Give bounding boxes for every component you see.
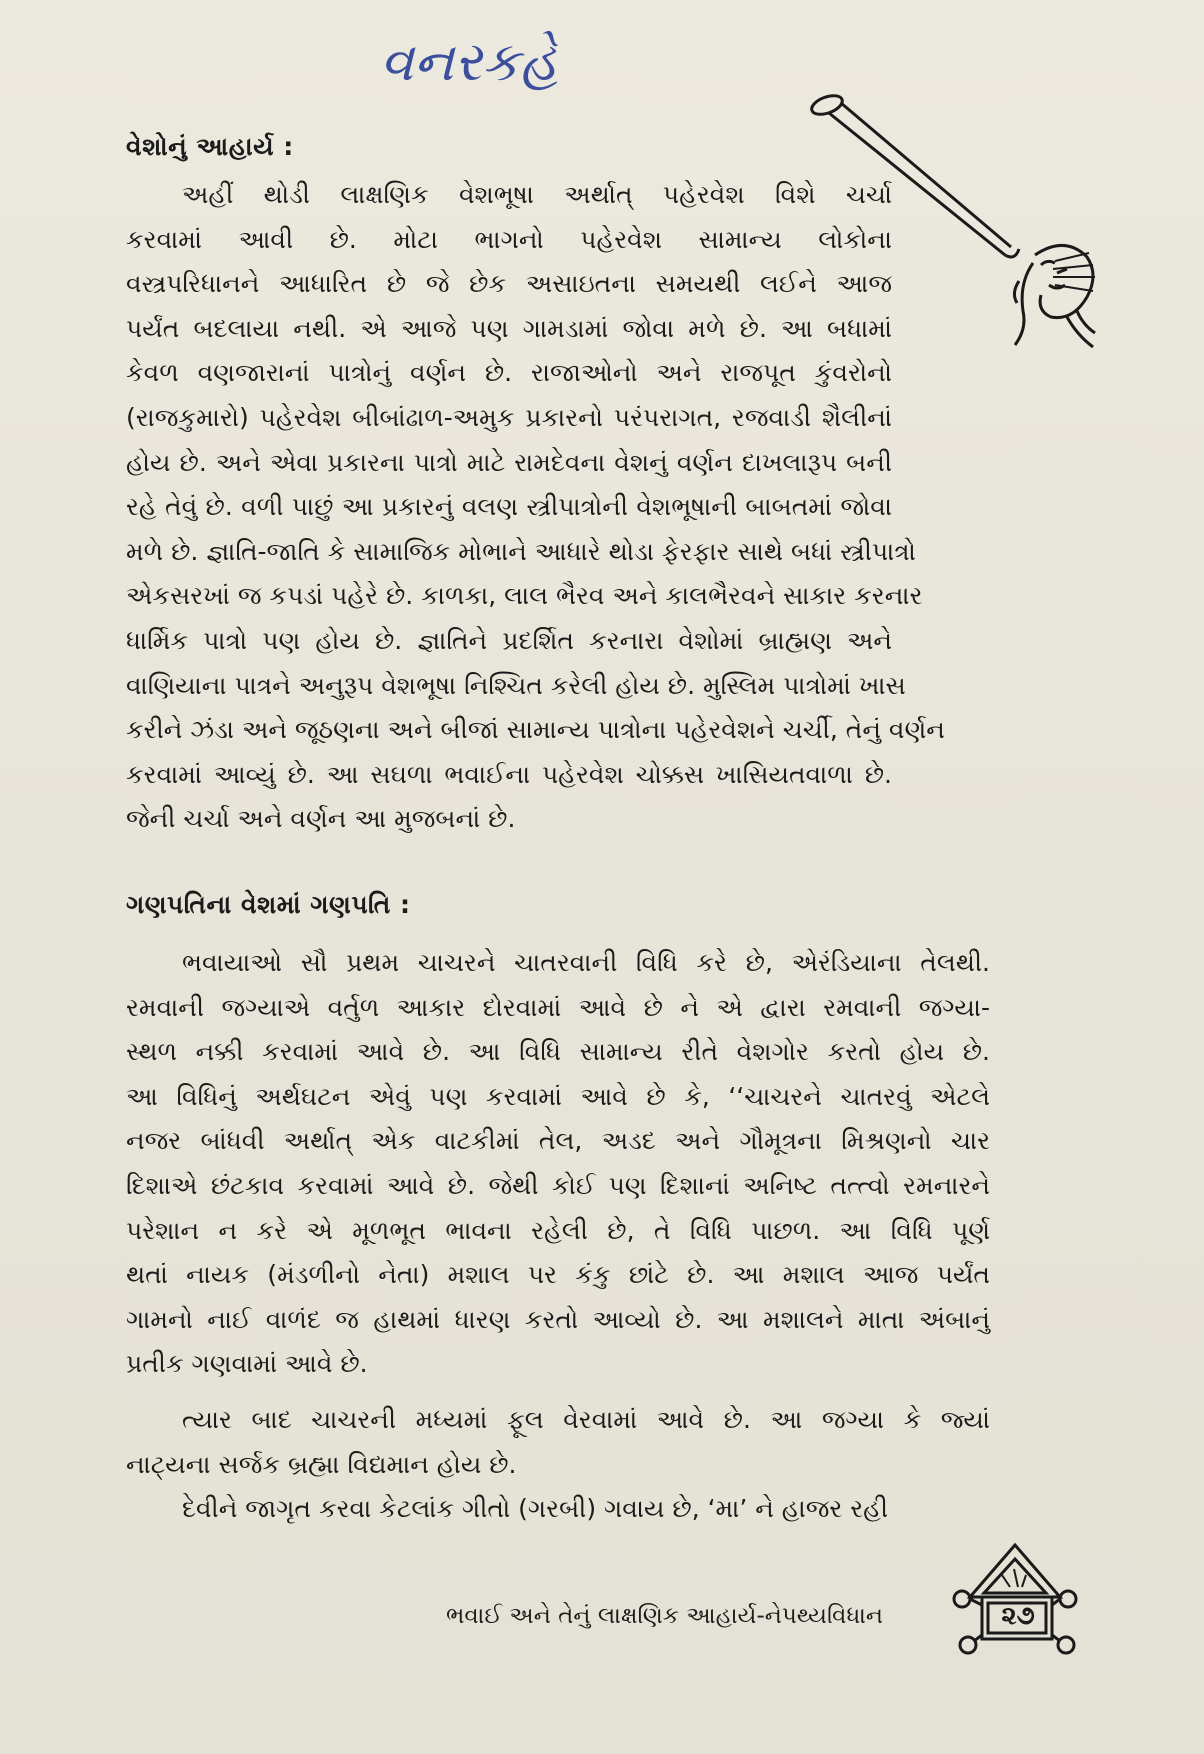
text-line: કેવળ વણજારાનાં પાત્રોનું વર્ણન છે. રાજાઓનો અને રાજપૂત કુંવરોનો [126,358,892,388]
text-line: (રાજકુમારો) પહેરવેશ બીબાંઢાળ-અમુક પ્રકારનો પરંપરાગત, રજવાડી શૈલીનાં [126,402,892,432]
text-line: વસ્ત્રપરિધાનને આધારિત છે જે છેક અસાઇતના સમયથી લઈને આજ [126,269,892,299]
text-line: આ વિધિનું અર્થઘટન એવું પણ કરવામાં આવે છે કે, ‘‘ચાચરને ચાતરવું એટલે [126,1081,990,1111]
text-line: નજર બાંધવી અર્થાત્ એક વાટકીમાં તેલ, અડદ અને ગૌમૂત્રના મિશ્રણનો ચાર [126,1126,990,1156]
handwritten-note [380,18,640,108]
text-line: પરેશાન ન કરે એ મૂળભૂત ભાવના રહેલી છે, તે વિધિ પાછળ. આ વિધિ પૂર્ણ [126,1215,990,1245]
text-line: પ્રતીક ગણવામાં આવે છે. [126,1349,368,1379]
text-line: કરવામાં આવ્યું છે. આ સઘળા ભવાઈના પહેરવેશ ચોક્કસ ખાસિયતવાળા છે. [126,759,892,789]
text-line: ત્યાર બાદ ચાચરની મધ્યમાં ફૂલ વેરવામાં આવે છે. આ જગ્યા કે જ્યાં [182,1405,990,1434]
text-line: હોય છે. અને એવા પ્રકારના પાત્રો માટે રામદેવના વેશનું વર્ણન દાખલારૂપ બની [126,447,892,477]
svg-text:વનરકહે: વનરકહે [380,30,559,93]
text-line: ધાર્મિક પાત્રો પણ હોય છે. જ્ઞાતિને પ્રદર્શિત કરનારા વેશોમાં બ્રાહ્મણ અને [126,625,892,655]
text-line: સ્થળ નક્કી કરવામાં આવે છે. આ વિધિ સામાન્ય રીતે વેશગોર કરતો હોય છે. [126,1037,990,1067]
text-line: પર્યંત બદલાયા નથી. એ આજે પણ ગામડામાં જોવા મળે છે. આ બધામાં [126,313,892,343]
paragraph-goddess [126,1487,990,1532]
text-line: ગામનો નાઈ વાળંદ જ હાથમાં ધારણ કરતો આવ્યો છે. આ મશાલને માતા અંબાનું [126,1304,990,1334]
text-line: રહે તેવું છે. વળી પાછું આ પ્રકારનું વલણ સ્ત્રીપાત્રોની વેશભૂષાની બાબતમાં જોવા [126,492,892,522]
text-line: દેવીને જાગૃત કરવા કેટલાંક ગીતો (ગરબી) ગવાય છે, ‘મા’ ને હાજર રહી [182,1494,889,1523]
text-line: કરીને ઝંડા અને જૂઠણના અને બીજાં સામાન્ય પાત્રોના પહેરવેશને ચર્ચી, તેનું વર્ણન [126,715,945,745]
paragraph-ganapati-ritual [126,941,990,1387]
section-heading-costumes: વેશોનું આહાર્ય : [126,132,294,161]
paragraph-costumes [126,173,945,842]
text-line: ભવાયાઓ સૌ પ્રથમ ચાચરને ચાતરવાની વિધિ કરે છે, એરંડિયાના તેલથી. [182,948,990,977]
text-line: નાટ્યના સર્જક બ્રહ્મા વિદ્યમાન હોય છે. [126,1449,517,1479]
text-line: મળે છે. જ્ઞાતિ-જાતિ કે સામાજિક મોભાને આધારે થોડા ફેરફાર સાથે બધાં સ્ત્રીપાત્રો [126,536,916,566]
text-line: રમવાની જગ્યાએ વર્તુળ આકાર દોરવામાં આવે છે ને એ દ્વારા રમવાની જગ્યા- [126,992,990,1022]
text-line: દિશાએ છંટકાવ કરવામાં આવે છે. જેથી કોઈ પણ દિશાનાં અનિષ્ટ તત્ત્વો રમનારને [126,1170,990,1200]
text-line: જેની ચર્ચા અને વર્ણન આ મુજબનાં છે. [126,804,516,834]
page-number: ૨૭ [1001,1601,1035,1631]
section-heading-ganapati: ગણપતિના વેશમાં ગણપતિ : [126,890,411,919]
text-line: કરવામાં આવી છે. મોટા ભાગનો પહેરવેશ સામાન્ય લોકોના [126,224,892,254]
book-title-footer: ભવાઈ અને તેનું લાક્ષણિક આહાર્ય-નેપથ્યવિધાન [446,1603,884,1629]
text-line: અહીં થોડી લાક્ષણિક વેશભૂષા અર્થાત્ પહેરવેશ વિશે ચર્ચા [182,180,892,209]
text-line: વાણિયાના પાત્રને અનુરૂપ વેશભૂષા નિશ્ચિત કરેલી હોય છે. મુસ્લિમ પાત્રોમાં ખાસ [126,670,906,700]
text-line: થતાં નાયક (મંડળીનો નેતા) મશાલ પર કંકુ છાંટે છે. આ મશાલ આજ પર્યંત [126,1260,990,1290]
text-line: એકસરખાં જ કપડાં પહેરે છે. કાળકા, લાલ ભૈરવ અને કાલભૈરવને સાકાર કરનાર [126,581,923,611]
paragraph-flowers [126,1398,990,1487]
